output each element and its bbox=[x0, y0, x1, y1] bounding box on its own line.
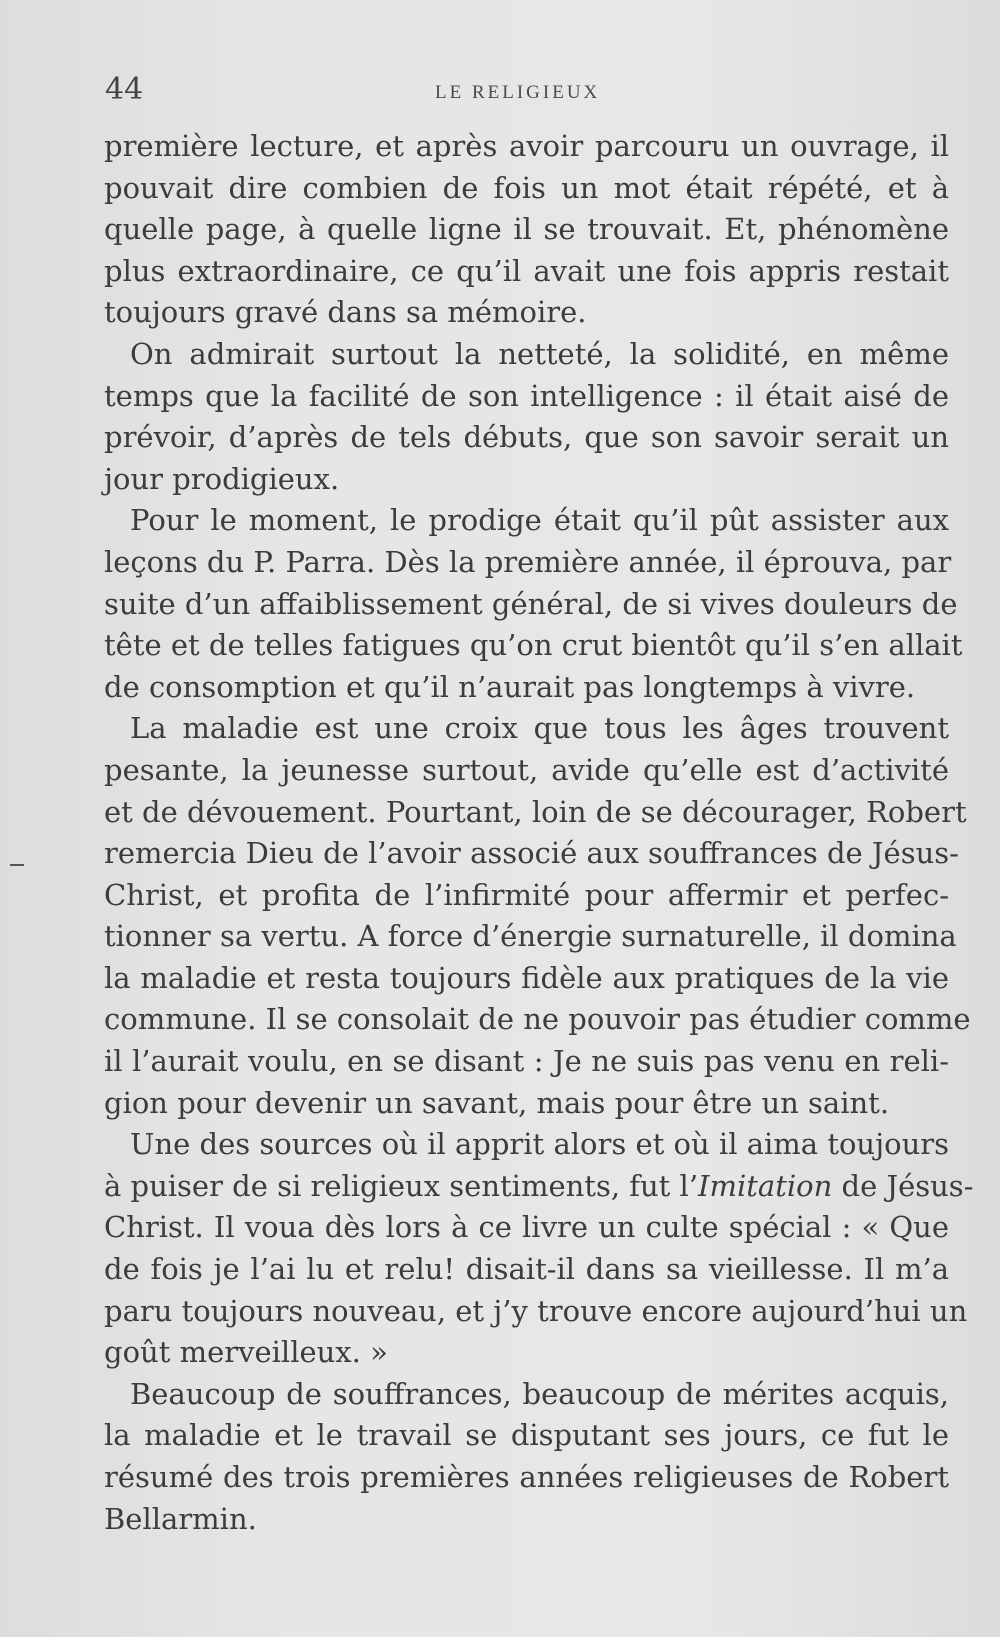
text-line: suite d’un affaiblissement général, de si vives douleurs de bbox=[104, 586, 958, 621]
text-line: paru toujours nouveau, et j’y trouve encore aujourd’hui un bbox=[104, 1293, 968, 1328]
text-line: Bellarmin. bbox=[104, 1501, 257, 1536]
page-header bbox=[105, 72, 950, 112]
text-line: de fois je l’ai lu et relu! disait-il dans sa vieillesse. Il m’a bbox=[104, 1252, 949, 1287]
text-line: Christ, et profita de l’infirmité pour affermir et perfec- bbox=[104, 877, 949, 912]
paragraph-first-line: On admirait surtout la netteté, la solidité, en même bbox=[130, 336, 949, 371]
text-line: quelle page, à quelle ligne il se trouvait. Et, phénomène bbox=[104, 212, 949, 247]
page-number: 44 bbox=[105, 72, 144, 107]
text-line: leçons du P. Parra. Dès la première année, il éprouva, par bbox=[104, 544, 952, 579]
paragraph-first-line: La maladie est une croix que tous les âges trouvent bbox=[130, 711, 949, 746]
paragraph-first-line: Beaucoup de souffrances, beaucoup de mérites acquis, bbox=[130, 1376, 949, 1411]
book-title: Imitation bbox=[698, 1168, 833, 1203]
text-line: plus extraordinaire, ce qu’il avait une fois appris restait bbox=[104, 253, 949, 288]
text-line: et de dévouement. Pourtant, loin de se décourager, Robert bbox=[104, 794, 967, 829]
text-line: remercia Dieu de l’avoir associé aux souffrances de Jésus- bbox=[104, 836, 959, 871]
text-line: jour prodigieux. bbox=[104, 461, 340, 496]
text-line: la maladie et le travail se disputant ses jours, ce fut le bbox=[104, 1418, 949, 1453]
text-line: prévoir, d’après de tels débuts, que son savoir serait un bbox=[104, 420, 949, 455]
paragraph-first-line: Pour le moment, le prodige était qu’il pût assister aux bbox=[130, 503, 949, 538]
text-segment: de Jésus- bbox=[832, 1168, 974, 1203]
text-line: pesante, la jeunesse surtout, avide qu’elle est d’activité bbox=[104, 752, 949, 787]
text-line: de consomption et qu’il n’aurait pas longtemps à vivre. bbox=[104, 669, 916, 704]
text-line: gion pour devenir un savant, mais pour être un saint. bbox=[104, 1085, 890, 1120]
text-line: résumé des trois premières années religieuses de Robert bbox=[104, 1460, 949, 1494]
running-head: LE RELIGIEUX bbox=[435, 82, 601, 103]
text-line: Christ. Il voua dès lors à ce livre un culte spécial : « Que bbox=[104, 1210, 949, 1245]
body-text bbox=[104, 126, 974, 1540]
text-line-with-title bbox=[104, 1166, 974, 1208]
text-segment: à puiser de si religieux sentiments, fut l’ bbox=[104, 1168, 699, 1203]
paragraph-first-line: Une des sources où il apprit alors et où il aima toujours bbox=[130, 1127, 949, 1162]
text-line: tionner sa vertu. A force d’énergie surnaturelle, il domina bbox=[104, 919, 957, 954]
text-line: la maladie et resta toujours fidèle aux pratiques de la vie bbox=[104, 960, 949, 995]
text-line: goût merveilleux. » bbox=[104, 1335, 388, 1370]
margin-mark bbox=[10, 864, 24, 866]
text-line: première lecture, et après avoir parcouru un ouvrage, il bbox=[104, 129, 949, 163]
text-line: toujours gravé dans sa mémoire. bbox=[104, 295, 587, 330]
text-line: tête et de telles fatigues qu’on crut bientôt qu’il s’en allait bbox=[104, 628, 963, 663]
text-line: temps que la facilité de son intelligence : il était aisé de bbox=[104, 378, 949, 413]
text-line: commune. Il se consolait de ne pouvoir pas étudier comme bbox=[104, 1002, 971, 1037]
text-line: pouvait dire combien de fois un mot était répété, et à bbox=[104, 170, 949, 205]
text-line: il l’aurait voulu, en se disant : Je ne suis pas venu en reli- bbox=[104, 1044, 949, 1079]
